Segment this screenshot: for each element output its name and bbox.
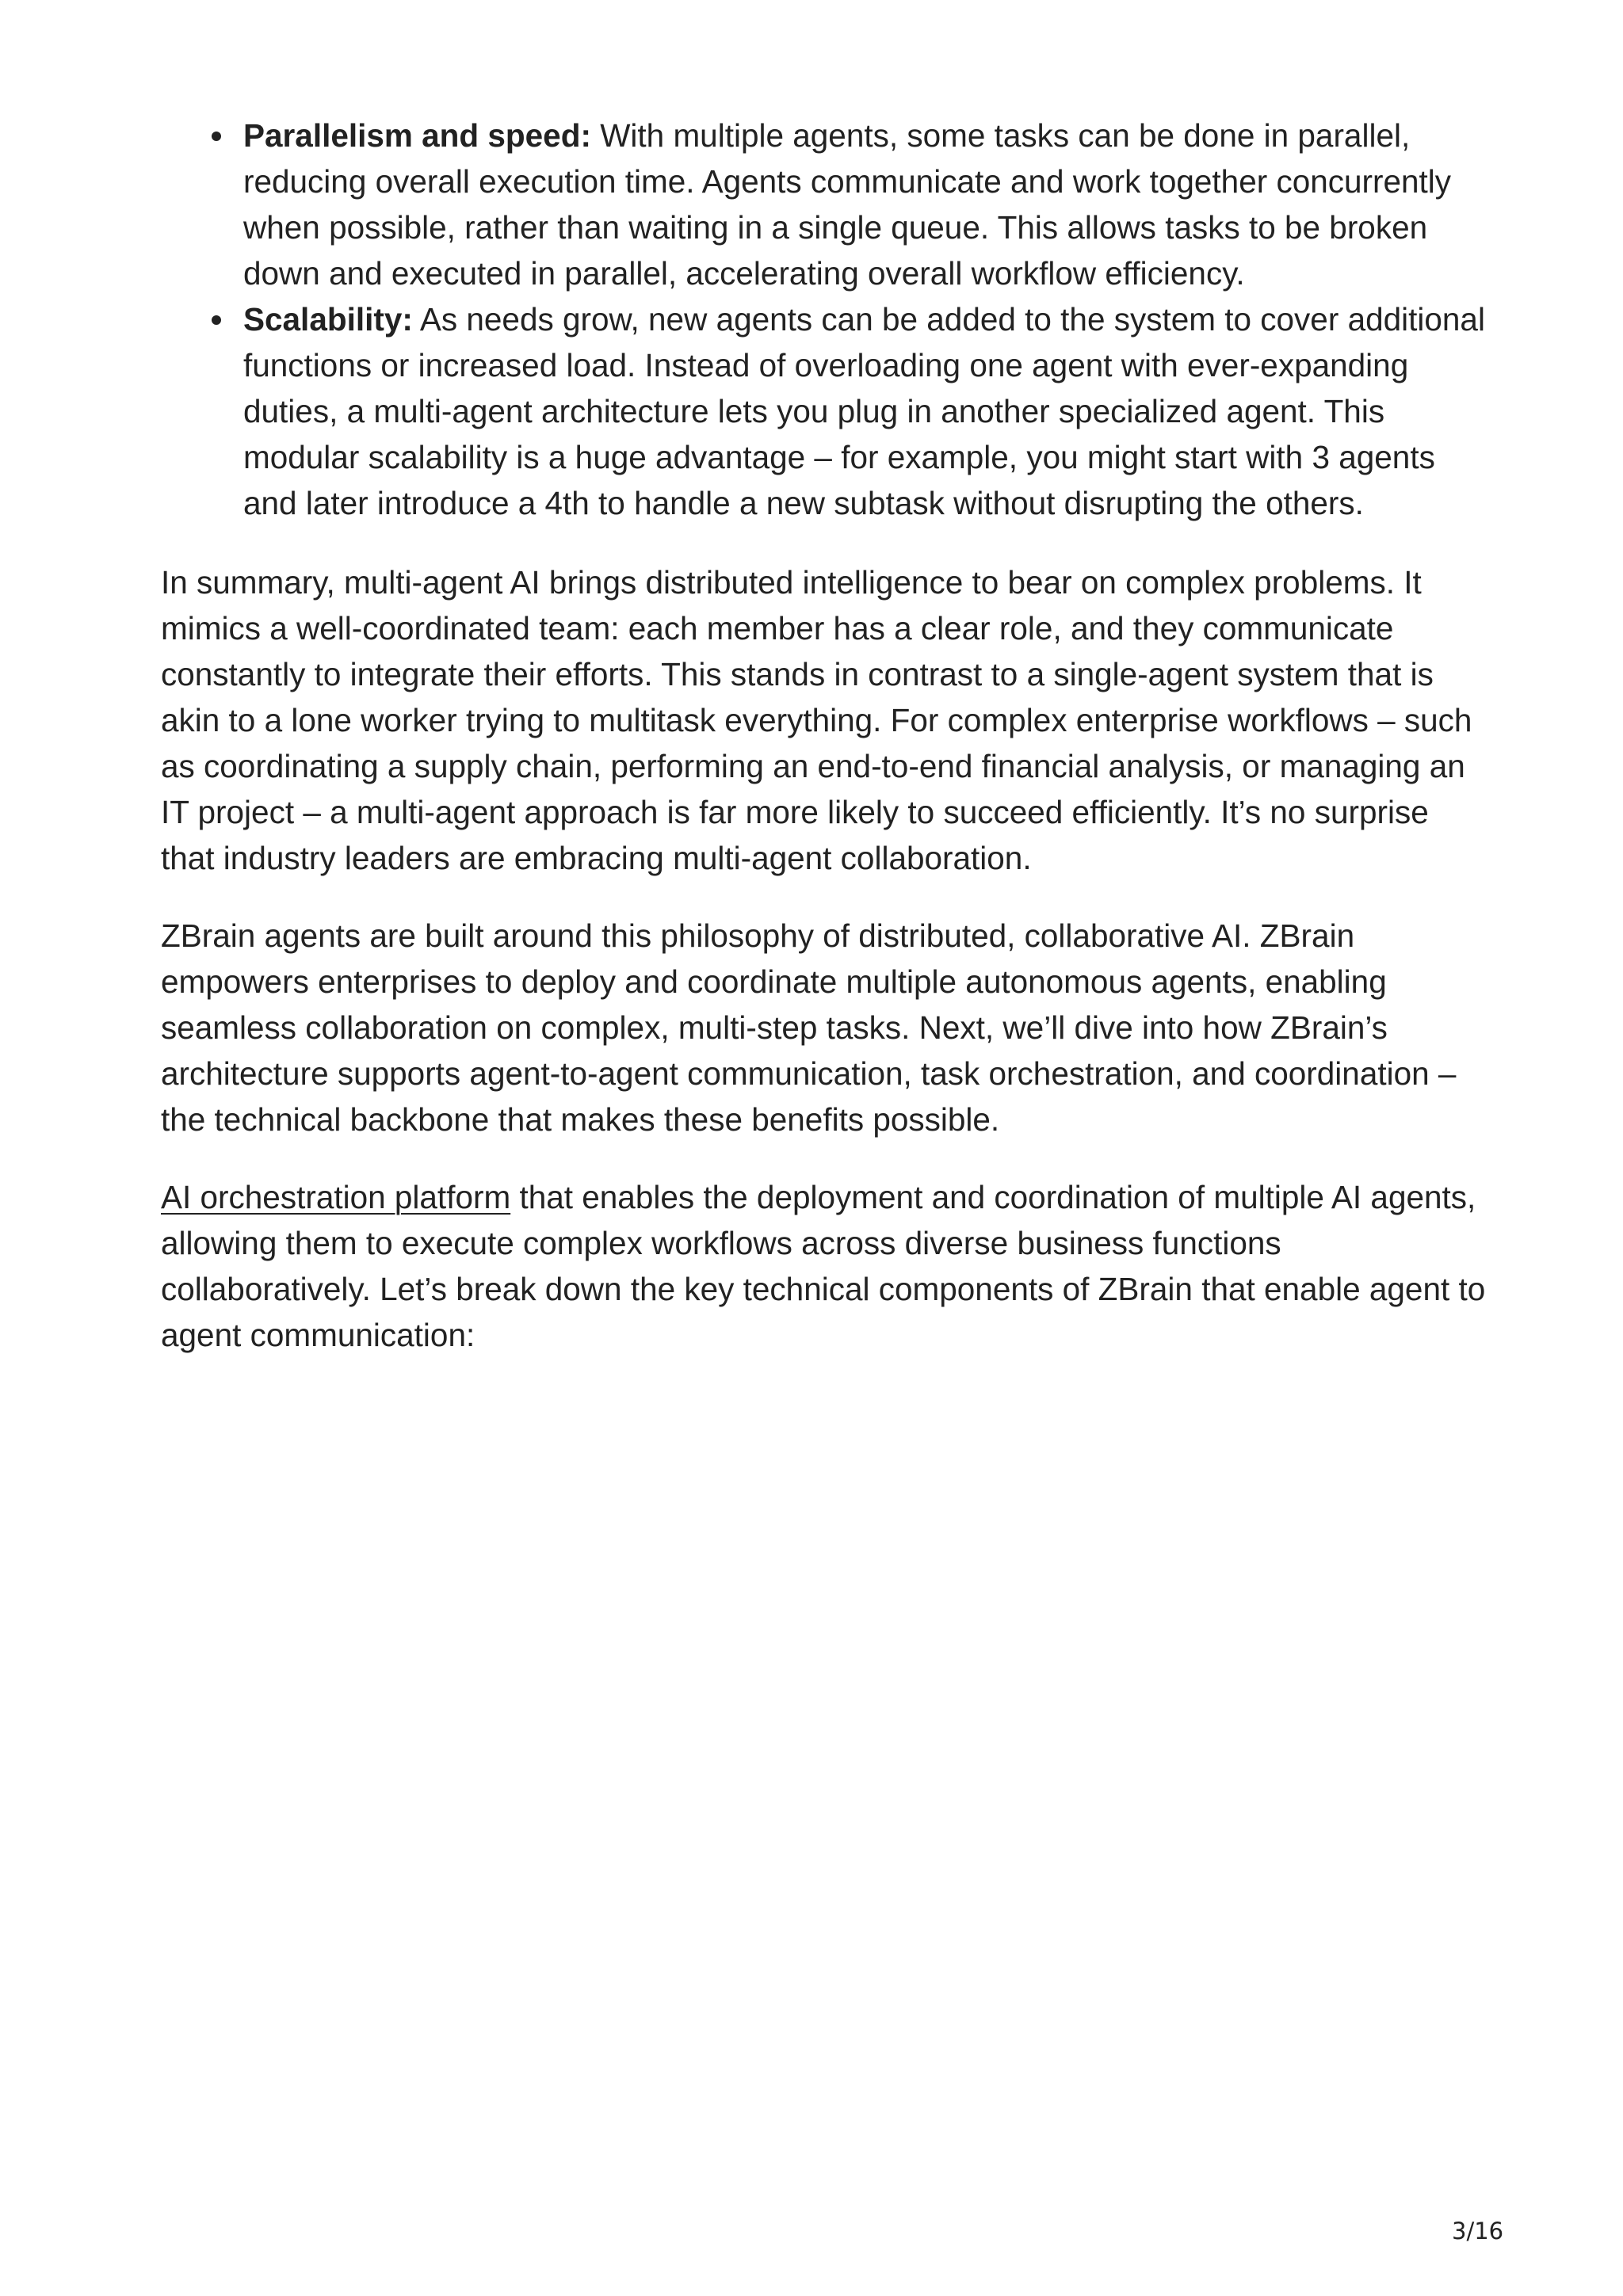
- zbrain-paragraph: ZBrain agents are built around this philosophy of distributed, collaborative AI. ZBrain empowers enterprises to deploy and coordinate multiple autonomous agents, enabling seamless collaboration on complex, multi-step tasks. Next, we’ll dive into how ZBrain’s architecture supports agent-to-agent communication, task orchestration, and coordination – the technical backbone that makes these benefits possible.: [161, 917, 1457, 1138]
- bullet-title: Parallelism and speed:: [243, 117, 591, 154]
- summary-paragraph: In summary, multi-agent AI brings distributed intelligence to bear on complex problems. It mimics a well-coordinated team: each member has a clear role, and they communicate constantly to integrate their efforts. This stands in contrast to a single-agent system that is akin to a lone worker trying to multitask everything. For complex enterprise workflows – such as coordinating a supply chain, performing an end-to-end financial analysis, or managing an IT project – a multi-agent approach is far more likely to succeed efficiently. It’s no surprise that industry leaders are embracing multi-agent collaboration.: [161, 564, 1472, 876]
- bullet-text: As needs grow, new agents can be added to the system to cover additional functions or increased load. Instead of overloading one agent with ever-expanding duties, a multi-agent architecture lets you plug in another specialized agent. This modular scalability is a huge advantage – for example, you might start with 3 agents and later introduce a 4th to handle a new subtask without disrupting the others.: [243, 301, 1485, 521]
- orchestration-text: that enables the deployment and coordination of multiple AI agents, allowing them to execute complex workflows across diverse business functions collaboratively. Let’s break down the key technical components of ZBrain that enable agent to agent communication:: [161, 1179, 1486, 1353]
- list-item: [243, 296, 1486, 526]
- page-content: [161, 113, 1486, 1358]
- benefits-list: [161, 113, 1486, 526]
- ai-orchestration-platform-link[interactable]: AI orchestration platform: [161, 1179, 511, 1215]
- page-number: 3/16: [1452, 2218, 1504, 2245]
- bullet-dot-icon: [212, 132, 221, 141]
- list-item: [243, 113, 1486, 296]
- bullet-title: Scalability:: [243, 301, 413, 338]
- bullet-text: With multiple agents, some tasks can be done in parallel, reducing overall execution time. Agents communicate and work together concurrently when possible, rather than waiting in a single queue. This allows tasks to be broken down and executed in parallel, accelerating overall workflow efficiency.: [243, 117, 1452, 292]
- orchestration-paragraph: [161, 1174, 1486, 1358]
- bullet-dot-icon: [212, 315, 221, 325]
